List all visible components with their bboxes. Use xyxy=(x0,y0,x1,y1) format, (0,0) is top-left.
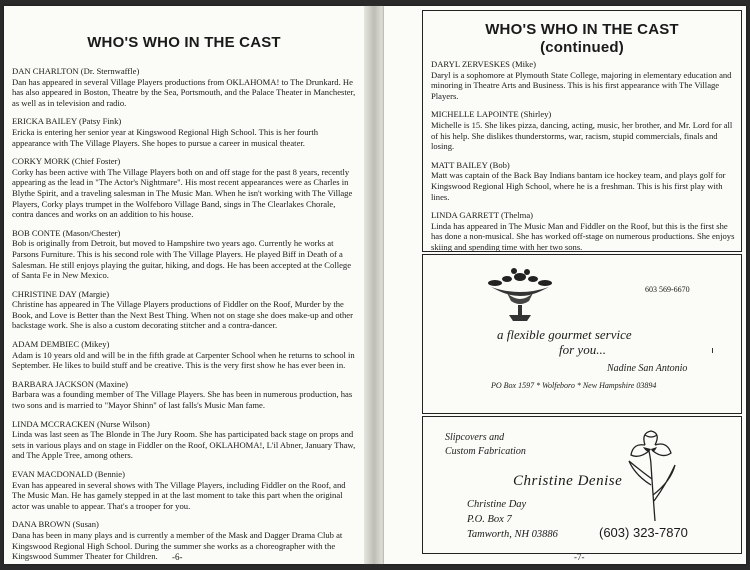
cast-entry xyxy=(12,519,358,561)
slipcovers-ad xyxy=(422,416,742,554)
cast-entry xyxy=(12,419,358,461)
page-title xyxy=(423,21,741,57)
gourmet-service-ad xyxy=(422,254,742,414)
ad-phone: 603 569-6670 xyxy=(645,285,690,294)
cast-bio: Evan has appeared in several shows with The Village Players, including Fiddler on the Roof, and The Music Man. He has gamely stepped in at the last moment to take this part when the original actor was unable to appear. That's a trooper for you. xyxy=(12,479,346,511)
cast-entry xyxy=(431,59,735,101)
title-text: WHO'S WHO IN THE CAST xyxy=(485,21,679,38)
right-page xyxy=(384,6,746,564)
ad-brand-name: Christine Denise xyxy=(513,473,623,489)
left-page xyxy=(4,6,364,564)
cast-bio: Corky has been active with The Village Players both on and off stage for the past 8 years, recently appearing as the lead in "The Actor's Nightmare". His most recent appearances were as Charles in Blythe Spirit, and a traveling salesman in The Music Man. When he isn't working with The Village Players, Corky plays trumpet in the Wolfeboro Village Band, sings in The Clearlakes Chorale, contra dances and works on an addition to his house. xyxy=(12,166,353,220)
ad-address-block xyxy=(467,497,558,542)
cast-bio: Linda was last seen as The Blonde in The Jury Room. She has participated back stage on props and sets in various plays and on stage in Fiddler on the Roof, OKLAHOMA!, L'il Abner, January Thaw, and The Apple Tree, among others. xyxy=(12,429,356,461)
cast-name: ERICKA BAILEY (Patsy Fink) xyxy=(12,116,122,127)
ad-tagline xyxy=(497,327,632,357)
cast-name: DAN CHARLTON (Dr. Sternwaffle) xyxy=(12,66,140,76)
cast-entry xyxy=(12,339,358,371)
cast-name: MATT BAILEY (Bob) xyxy=(431,159,510,170)
cast-name: BOB CONTE (Mason/Chester) xyxy=(12,227,121,238)
subtitle-text: (continued) xyxy=(540,39,624,56)
cast-entry xyxy=(431,210,735,252)
cast-bio: Daryl is a sophomore at Plymouth State College, majoring in elementary education and minoring in Theatre Arts and Business. This is his first appearance with The Village Players. xyxy=(431,69,732,101)
contact-name: Christine Day xyxy=(467,499,527,510)
book-gutter xyxy=(364,6,384,564)
page-title: WHO'S WHO IN THE CAST xyxy=(87,34,281,51)
cast-name: DANA BROWN (Susan) xyxy=(12,519,99,530)
cast-bio: Linda has appeared in The Music Man and Fiddler on the Roof, but this is the first she has done a non-musical. She has worked off-stage on numerous productions. She enjoys skiing and spending time with her two sons. xyxy=(431,220,735,252)
cast-bio: Barbara was a founding member of The Village Players. She has been in numerous production, has two sons and is married to "Mayor Shinn" of last falls's Music Man fame. xyxy=(12,389,353,411)
ad-service-lines xyxy=(445,431,526,459)
po-box: P.O. Box 7 xyxy=(467,514,512,525)
ad-phone: (603) 323-7870 xyxy=(599,525,688,540)
cast-name: BARBARA JACKSON (Maxine) xyxy=(12,378,129,389)
cast-list-left xyxy=(12,66,358,570)
page-number: -6- xyxy=(172,552,183,562)
tagline-line-2: for you... xyxy=(559,342,606,357)
iris-flower-illustration xyxy=(615,425,689,525)
service-line-2: Custom Fabrication xyxy=(445,446,526,457)
cast-entry xyxy=(12,379,358,411)
print-mark xyxy=(712,348,713,353)
cast-name: MICHELLE LAPOINTE (Shirley) xyxy=(431,109,552,120)
cast-name: EVAN MACDONALD (Bennie) xyxy=(12,469,125,479)
cast-entry xyxy=(431,160,735,202)
cast-bio: Matt was captain of the Back Bay Indians bantam ice hockey team, and plays golf for Kingswood Regional High School, where he is a freshman. This is his first play with lines. xyxy=(431,170,726,202)
cast-name: CHRISTINE DAY (Margie) xyxy=(12,288,110,299)
cast-continued-box xyxy=(422,10,742,252)
cast-name: ADAM DEMBIEC (Mikey) xyxy=(12,339,110,350)
cast-list-right xyxy=(431,59,735,261)
tagline-line-1: a flexible gourmet service xyxy=(497,327,632,342)
city-line: Tamworth, NH 03886 xyxy=(467,529,558,540)
cast-name: DARYL ZERVESKES (Mike) xyxy=(431,59,536,69)
cast-entry xyxy=(12,116,358,148)
cast-name: CORKY MORK (Chief Foster) xyxy=(12,156,121,167)
cast-bio: Dana has been in many plays and is currently a member of the Mask and Dagger Drama Club at Kingswood Regional High School. During the summer she works as a choreographer with the Kingswood Summer Theater for Children. xyxy=(12,529,343,562)
cast-entry xyxy=(431,109,735,151)
cast-bio: Ericka is entering her senior year at Kingswood Regional High School. This is her fourth appearance with The Village Players. She hopes to pursue a career in musical theater. xyxy=(12,126,319,148)
page-number: -7- xyxy=(574,552,585,562)
flower-vase-illustration xyxy=(481,267,559,323)
cast-bio: Christine has appeared in The Village Players productions of Fiddler on the Roof, Murder by the Book, and Love is Better than the Next Best Thing. When not on stage she does make-up and other backstage work. She is also a custom decorating stitcher and a contra-dancer. xyxy=(12,299,353,331)
cast-bio: Bob is originally from Detroit, but moved to Hampshire two years ago. Currently he works at Parsons Furniture. This is his second role with The Village Players. He played Biff in Death of a Salesman. He still enjoys playing the guitar, hiking, and dogs. He has been accepted at the College of Santa Fe in New Mexico. xyxy=(12,238,352,281)
service-line-1: Slipcovers and xyxy=(445,432,505,443)
cast-entry xyxy=(12,228,358,281)
cast-entry xyxy=(12,156,358,220)
cast-name: LINDA MCCRACKEN (Nurse Wilson) xyxy=(12,418,150,429)
ad-address: PO Box 1597 * Wolfeboro * New Hampshire 03894 xyxy=(491,381,657,390)
cast-name: LINDA GARRETT (Thelma) xyxy=(431,210,533,221)
cast-bio: Dan has appeared in several Village Players productions from OKLAHOMA! to The Drunkard. He has also appeared in Boston, Theatre by the Sea, Portsmouth, and the Palace Theater in Manchester, as well as in television and radio. xyxy=(12,76,356,108)
ad-contact-name: Nadine San Antonio xyxy=(607,363,688,374)
cast-entry xyxy=(12,66,358,108)
cast-entry xyxy=(12,469,358,511)
cast-entry xyxy=(12,289,358,331)
cast-bio: Adam is 10 years old and will be in the fifth grade at Carpenter School when he returns to school in September. He likes to build stuff and be creative. This is the very first show he has ever been in. xyxy=(12,349,355,371)
cast-bio: Michelle is 15. She likes pizza, dancing, acting, music, her brother, and Mr. Lord for all of his help. She dislikes thunderstorms, war, racism, stupid commercials, finals and losing. xyxy=(431,119,733,152)
